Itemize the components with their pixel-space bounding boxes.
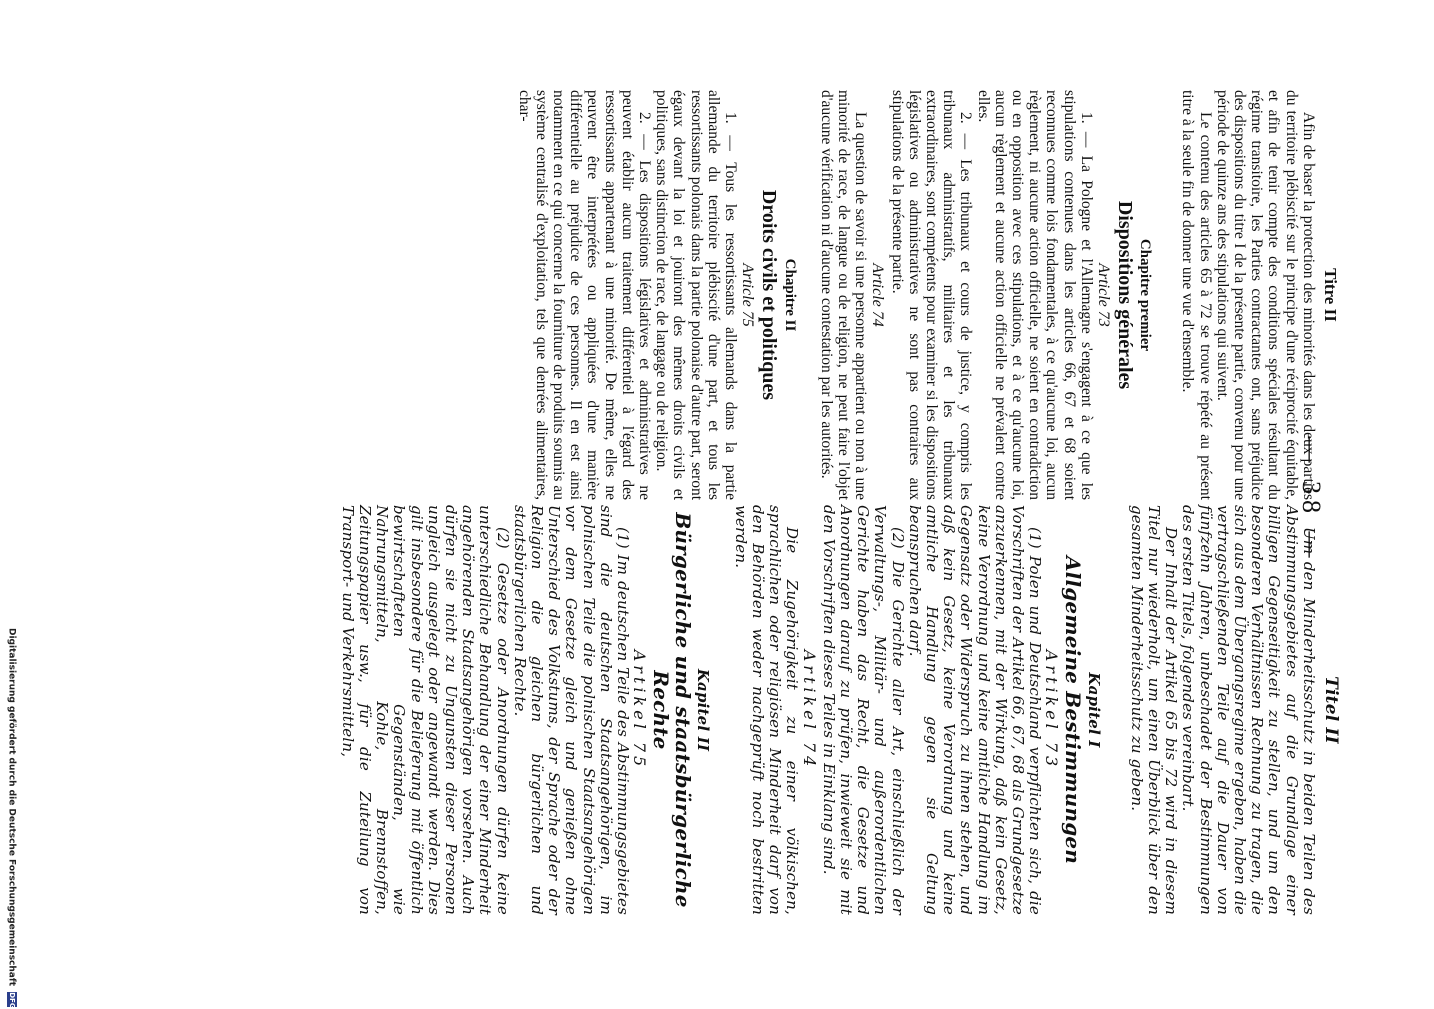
de-intro-p2: Der Inhalt der Artikel 65 bis 72 wird in diesem Titel nur wiederholt, um einen Überblick über den gesamten Minderheitsschutz zu geben.	[1127, 505, 1181, 915]
de-intro-p1: Um den Minderheitsschutz in beiden Teilen des Abstimmungsgebietes auf die Grundlage einer billigen Gegenseitigkeit zu stellen, und um den besonderen Verhältnissen Rechnung zu tragen, die sich aus dem Übergangsregime ergeben, haben die vertragschließenden Teile auf die Dauer von fünfzehn Jahren, unbeschadet der Bestimmungen des ersten Titels, folgendes vereinbart.	[1179, 505, 1318, 915]
de-article75-label: Artikel 75	[630, 649, 650, 771]
fr-chapter1-label: Chapitre premier	[1137, 238, 1154, 352]
german-column	[339, 505, 1339, 915]
de-article74-p1: Die Zugehörigkeit zu einer völkischen, sprachlichen oder religiösen Minderheit darf von den Behörden weder nachgeprüft noch bestritten werden.	[731, 505, 802, 915]
fr-article75-p2: 2. — Les dispositions législatives et administratives ne peuvent établir aucun traitement différentiel à l'égard des ressortissants appartenant à une minorité. De même, elles ne peuvent être interprétées ou appliquées d'une manière différentielle au préjudice de ces personnes. Il en est ainsi notamment en ce qui concerne la fourniture de produits soumis au système centralisé d'exploitation, tels que denrées alimentaires, char-	[515, 90, 654, 500]
fr-article73-p2: 2. — Les tribunaux et cours de justice, y compris les tribunaux administratifs, militaires et les tribunaux extraordinaires, sont compétents pour examiner si les dispositions législatives ou administratives ne sont pas contraires aux stipulations de la présente partie.	[888, 90, 975, 500]
dfg-logo-icon: DFG	[8, 992, 16, 1009]
fr-article74-p1: La question de savoir si une personne appartient ou non à une minorité de race, de langue ou de religion, ne peut faire l'objet d'aucune vérification ni d'aucune contestation par les autorités.	[817, 90, 870, 500]
fr-intro-p2: Le contenu des articles 65 à 72 se trouve répété au présent titre à la seule fin de donner une vue d'ensemble.	[1179, 90, 1214, 500]
de-chapter1-label: Kapitel I	[1084, 672, 1103, 748]
fr-article75-label: Article 75	[739, 263, 757, 327]
fr-chapter2-title: Droits civils et politiques	[758, 189, 781, 401]
de-article73-p1: (1) Polen und Deutschland verpflichten sich, die Vorschriften der Artikel 66, 67, 68 als Grundgesetze anzuerkennen, mit der Wirkung, daß kein Gesetz, keine Verordnung und keine amtliche Handlung im Gegensatz oder Widerspruch zu ihnen stehen, und daß kein Gesetz, keine Verordnung und keine amtliche Handlung gegen sie Geltung beanspruchen darf.	[905, 505, 1045, 915]
fr-intro-p1: Afin de baser la protection des minorités dans les deux parties du territoire plébiscité sur le principe d'une réciprocité équitable, et afin de tenir compte des conditions spéciales résultant du régime transitoire, les Parties contractantes ont, sans préjudice des dispositions du titre I de la présente partie, convenu pour une période de quinze ans des stipulations qui suivent.	[1213, 90, 1317, 500]
fr-article73-label: Article 73	[1094, 263, 1112, 327]
fr-chapter1-title: Dispositions générales	[1113, 200, 1136, 390]
page-number: — 38 —	[1297, 436, 1326, 564]
fr-article75-p1: 1. — Tous les ressortissants allemands dans la partie allemande du territoire plébiscité d'une part, et tous les ressortissants polonais dans la partie polonaise d'autre part, seront égaux devant la loi et jouiront des mêmes droits civils et politiques, sans distinction de race, de langage ou de religion.	[653, 90, 740, 500]
de-article73-p2: (2) Die Gerichte aller Art, einschließlich der Verwaltungs-, Militär- und außerordentlichen Gerichte haben das Recht, die Gesetze und Anordnungen darauf zu prüfen, inwieweit sie mit den Vorschriften dieses Teiles in Einklang sind.	[819, 505, 907, 915]
fr-title: Titre II	[1321, 268, 1340, 322]
fr-article73-p1: 1. — La Pologne et l'Allemagne s'engagent à ce que les stipulations contenues dans les articles 66, 67 et 68 soient reconnues comme lois fondamentales, à ce qu'aucune loi, aucun règlement, ni aucune action officielle, ne soient en contradiction ou en opposition avec ces stipulations, et à ce qu'aucune loi, aucun règlement et aucune action officielle ne prévalent contre elles.	[974, 90, 1095, 500]
dfg-credit	[7, 628, 18, 1008]
de-chapter1-title: Allgemeine Bestimmungen	[1061, 555, 1086, 865]
de-chapter2-label: Kapitel II	[694, 668, 713, 752]
de-article75-p2: (2) Gesetze oder Anordnungen dürfen keine unterschiedliche Behandlung der einer Minderheit angehörenden Staatsangehörigen vorsehen. Auch dürfen sie nicht zu Ungunsten dieser Personen ungleich ausgelegt oder angewandt werden. Dies gilt insbesondere für die Belieferung mit öffentlich bewirtschafteten Gegenständen, wie Nahrungsmitteln, Kohle, Brennstoffen, Zeitungspapier usw., für die Zuteilung von Transport- und Verkehrsmitteln,	[338, 505, 512, 915]
de-article73-label: Artikel 73	[1042, 649, 1062, 771]
de-article75-p1: (1) Im deutschen Teile des Abstimmungsgebietes sind die deutschen Staatsangehörigen, im polnischen Teile die polnischen Staatsangehörigen vor dem Gesetze gleich und genießen ohne Unterschied des Volkstums, der Sprache oder der Religion die gleichen bürgerlichen und staatsbürgerlichen Rechte.	[510, 505, 633, 915]
de-article74-label: Artikel 74	[799, 649, 819, 771]
fr-article74-label: Article 74	[869, 263, 887, 327]
de-chapter2-title: Bürgerliche und staatsbürgerliche Rechte	[649, 512, 696, 908]
french-column	[515, 90, 1339, 500]
fr-chapter2-label: Chapitre II	[781, 258, 798, 332]
de-title: Titel II	[1321, 676, 1341, 744]
credit-text: Digitalisierung gefördert durch die Deutsche Forschungsgemeinschaft	[6, 628, 17, 987]
